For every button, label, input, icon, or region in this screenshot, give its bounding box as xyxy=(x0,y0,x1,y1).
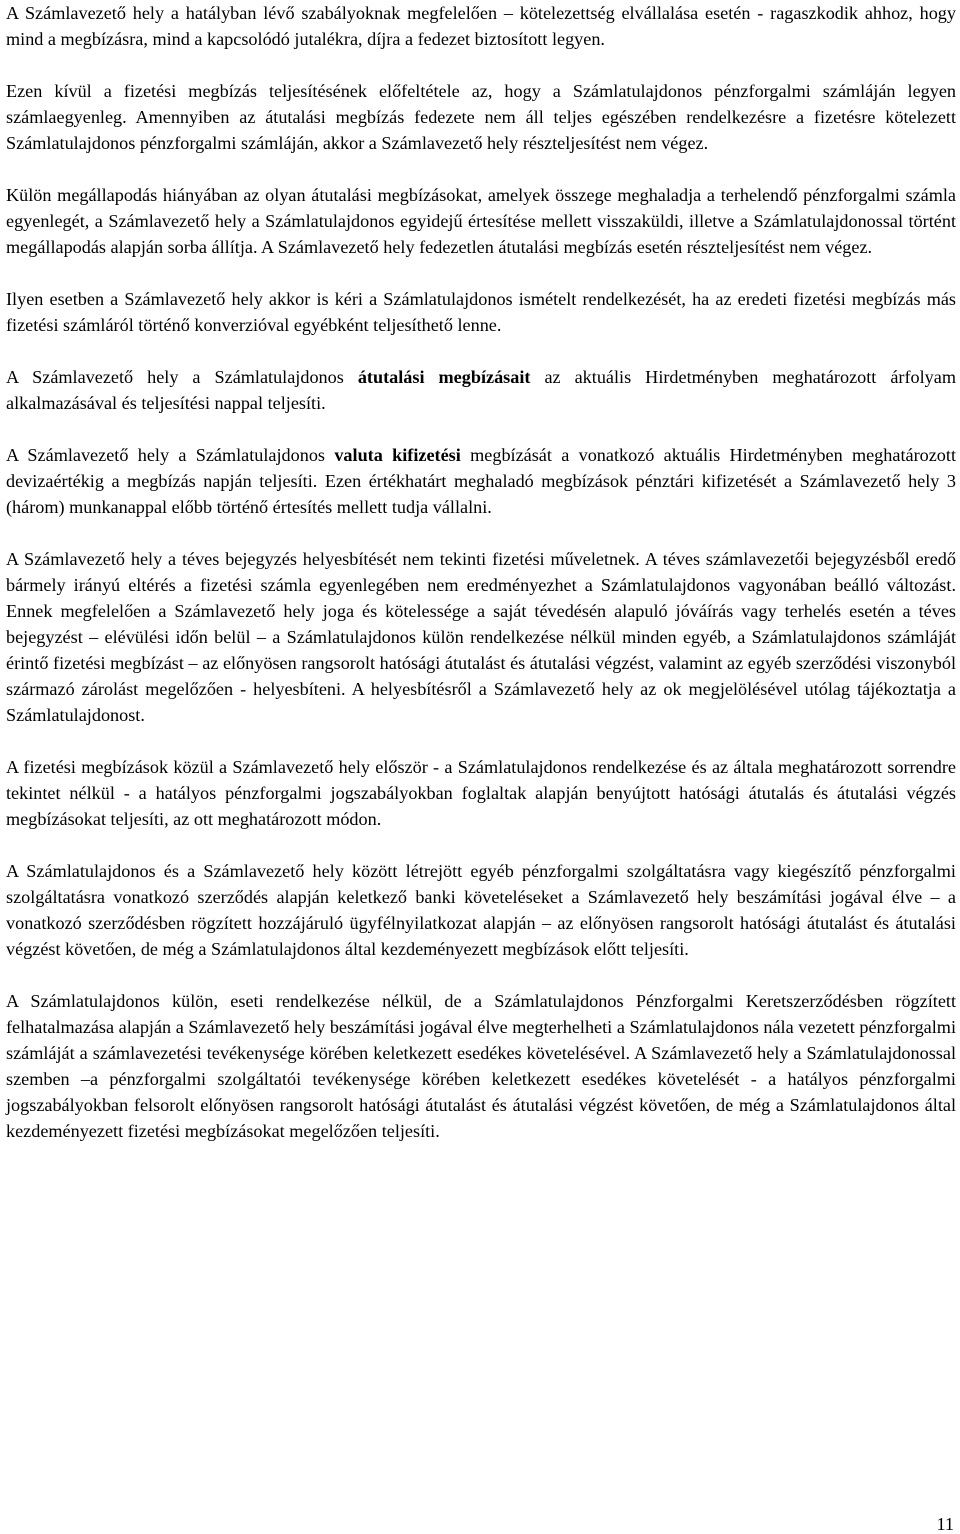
document-page xyxy=(6,0,956,1144)
paragraph-2: Ezen kívül a fizetési megbízás teljesítésének előfeltétele az, hogy a Számlatulajdonos pénzforgalmi számláján legyen számlaegyenleg. Amennyiben az átutalási megbízás fedezete nem áll teljes egészében rendelkezésre a fizetésre kötelezett Számlatulajdonos pénzforgalmi számláján, akkor a Számlavezető hely részteljesítést nem végez. xyxy=(6,81,956,153)
paragraph-3: Külön megállapodás hiányában az olyan átutalási megbízásokat, amelyek összege meghaladja a terhelendő pénzforgalmi számla egyenlegét, a Számlavezető hely a Számlatulajdonos egyidejű értesítése mellett visszaküldi, illetve a Számlatulajdonossal történt megállapodás alapján sorba állítja. A Számlavezető hely fedezetlen átutalási megbízás esetén részteljesítést nem végez. xyxy=(6,185,956,257)
paragraph-5 xyxy=(6,364,956,416)
paragraph-10: A Számlatulajdonos külön, eseti rendelkezése nélkül, de a Számlatulajdonos Pénzforgalmi Keretszerződésben rögzített felhatalmazása alapján a Számlavezető hely beszámítási jogával élve megterhelheti a Számlatulajdonos nála vezetett pénzforgalmi számláját a számlavezetési tevékenysége körében keletkezett esedékes követelésével. A Számlavezető hely a Számlatulajdonossal szemben –a pénzforgalmi szolgáltatói tevékenysége körében keletkezett esedékes követelését - a hatályos pénzforgalmi jogszabályokban felsorolt előnyösen rangsorolt hatósági átutalást és átutalási végzést követően, de még a Számlatulajdonos által kezdeményezett fizetési megbízásokat megelőzően teljesíti. xyxy=(6,991,956,1141)
paragraph-6-before: A Számlavezető hely a Számlatulajdonos xyxy=(6,445,335,465)
paragraph-8: A fizetési megbízások közül a Számlavezető hely először - a Számlatulajdonos rendelkezése és az általa meghatározott sorrendre tekintet nélkül - a hatályos pénzforgalmi jogszabályokban foglaltak alapján benyújtott hatósági átutalás és átutalási végzés megbízásokat teljesíti, az ott meghatározott módon. xyxy=(6,757,956,829)
paragraph-1: A Számlavezető hely a hatályban lévő szabályoknak megfelelően – kötelezettség elvállalása esetén - ragaszkodik ahhoz, hogy mind a megbízásra, mind a kapcsolódó jutalékra, díjra a fedezet biztosított legyen. xyxy=(6,3,956,49)
paragraph-7: A Számlavezető hely a téves bejegyzés helyesbítését nem tekinti fizetési műveletnek. A téves számlavezetői bejegyzésből eredő bármely irányú eltérés a fizetési számla egyenlegében nem eredményezhet a Számlatulajdonos vagyonában beálló változást. Ennek megfelelően a Számlavezető hely joga és kötelessége a saját tévedésén alapuló jóváírás vagy terhelés esetén a téves bejegyzést – elévülési időn belül – a Számlatulajdonos külön rendelkezése nélkül minden egyéb, a Számlatulajdonos számláját érintő fizetési megbízást – az előnyösen rangsorolt hatósági átutalást és átutalási végzést, valamint az egyéb szerződési viszonyból származó zárolást megelőzően - helyesbíteni. A helyesbítésről a Számlavezető hely az ok megjelölésével utólag tájékoztatja a Számlatulajdonost. xyxy=(6,549,956,725)
paragraph-4: Ilyen esetben a Számlavezető hely akkor is kéri a Számlatulajdonos ismételt rendelkezését, ha az eredeti fizetési megbízás más fizetési számláról történő konverzióval egyébként teljesíthető lenne. xyxy=(6,289,956,335)
paragraph-6 xyxy=(6,442,956,520)
paragraph-5-after: az aktuális Hirdetményben meghatározott árfolyam alkalmazásával és teljesítési nappal teljesíti. xyxy=(6,367,956,413)
paragraph-5-bold: átutalási megbízásait xyxy=(357,367,531,387)
paragraph-5-before: A Számlavezető hely a Számlatulajdonos xyxy=(6,367,358,387)
page-number: 11 xyxy=(936,1514,954,1534)
paragraph-6-bold: valuta kifizetési xyxy=(334,445,461,465)
paragraph-6-after: megbízását a vonatkozó aktuális Hirdetményben meghatározott devizaértékig a megbízás napján teljesíti. Ezen értékhatárt meghaladó megbízások pénztári kifizetését a Számlavezető hely 3 (három) munkanappal előbb történő értesítés mellett tudja vállalni. xyxy=(6,445,956,517)
paragraph-9: A Számlatulajdonos és a Számlavezető hely között létrejött egyéb pénzforgalmi szolgáltatásra vagy kiegészítő pénzforgalmi szolgáltatásra vonatkozó szerződés alapján keletkező banki követeléseket a Számlavezető hely beszámítási jogával élve – a vonatkozó szerződésben rögzített hozzájáruló ügyfélnyilatkozat alapján – az előnyösen rangsorolt hatósági átutalást és átutalási végzést követően, de még a Számlatulajdonos által kezdeményezett megbízások előtt teljesíti. xyxy=(6,861,956,959)
